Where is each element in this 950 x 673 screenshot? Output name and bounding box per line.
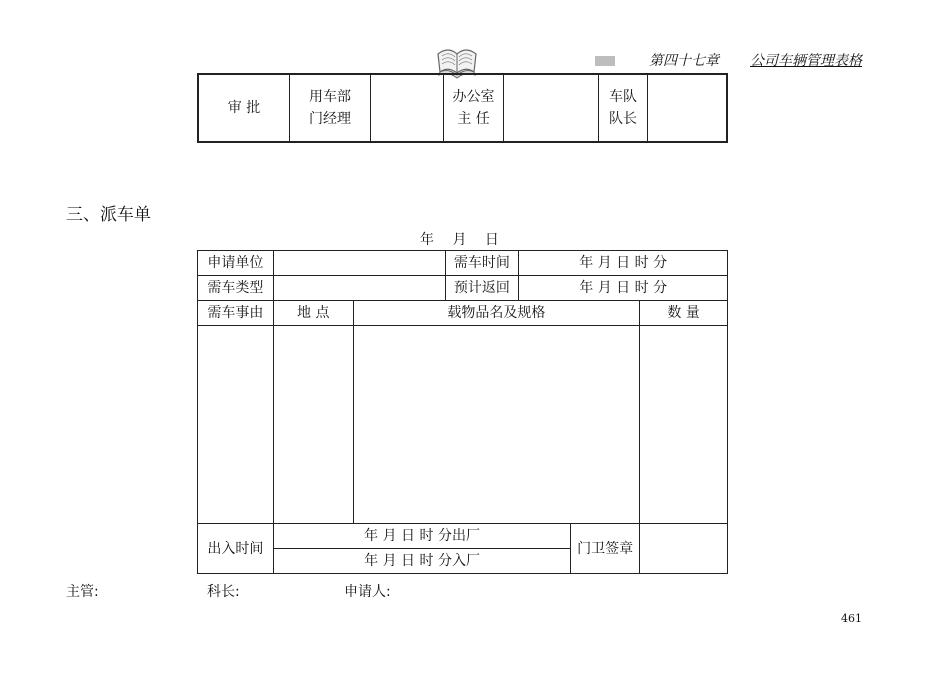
applicant-unit-field[interactable] [273,251,445,276]
office-label [444,74,504,142]
section-chief-label: 科长: [207,584,240,600]
form-date [420,229,512,249]
in-out-time-label: 出入时间 [198,524,274,574]
in-time-field[interactable]: 年 月 日 时 分入厂 [273,549,570,574]
out-time-field[interactable]: 年 月 日 时 分出厂 [273,524,570,549]
guard-sign-field[interactable] [640,524,728,574]
goods-field[interactable] [353,326,639,524]
need-time-field[interactable]: 年 月 日 时 分 [519,251,728,276]
guard-sign-label: 门卫签章 [571,524,640,574]
return-time-field[interactable]: 年 月 日 时 分 [519,276,728,301]
date-day-label: 日 [484,232,500,248]
fleet-line2: 队长 [609,111,637,127]
date-month-label: 月 [452,232,468,248]
quantity-field[interactable] [640,326,728,524]
date-year-label: 年 [420,232,435,248]
return-time-label: 预计返回 [445,276,519,301]
fleet-label [599,74,648,142]
approval-label: 审 批 [198,74,290,142]
dept-manager-label [290,74,371,142]
fleet-line1: 车队 [609,89,637,105]
chapter-title: 公司车辆管理表格 [750,53,862,69]
vehicle-type-label: 需车类型 [198,276,274,301]
vehicle-type-field[interactable] [273,276,445,301]
office-line1: 办公室 [452,89,495,105]
page-number: 461 [841,612,862,625]
chapter-number: 第四十七章 [649,53,719,69]
place-field[interactable] [273,326,353,524]
need-time-label: 需车时间 [445,251,519,276]
goods-label: 载物品名及规格 [353,301,639,326]
supervisor-label: 主管: [66,584,99,600]
dept-manager-sign-cell[interactable] [371,74,444,142]
dept-manager-line1: 用车部 [309,89,351,105]
dept-manager-line2: 门经理 [309,111,351,127]
office-sign-cell[interactable] [504,74,599,142]
office-line2: 主 任 [457,111,490,127]
reason-label: 需车事由 [198,301,274,326]
place-label: 地 点 [273,301,353,326]
fleet-sign-cell[interactable] [648,74,728,142]
quantity-label: 数 量 [640,301,728,326]
section-heading: 三、派车单 [66,205,151,225]
approval-table [197,73,728,143]
header-marker [595,56,615,66]
reason-field[interactable] [198,326,274,524]
applicant-label: 申请人: [344,584,391,600]
applicant-unit-label: 申请单位 [198,251,274,276]
dispatch-form [197,250,728,574]
